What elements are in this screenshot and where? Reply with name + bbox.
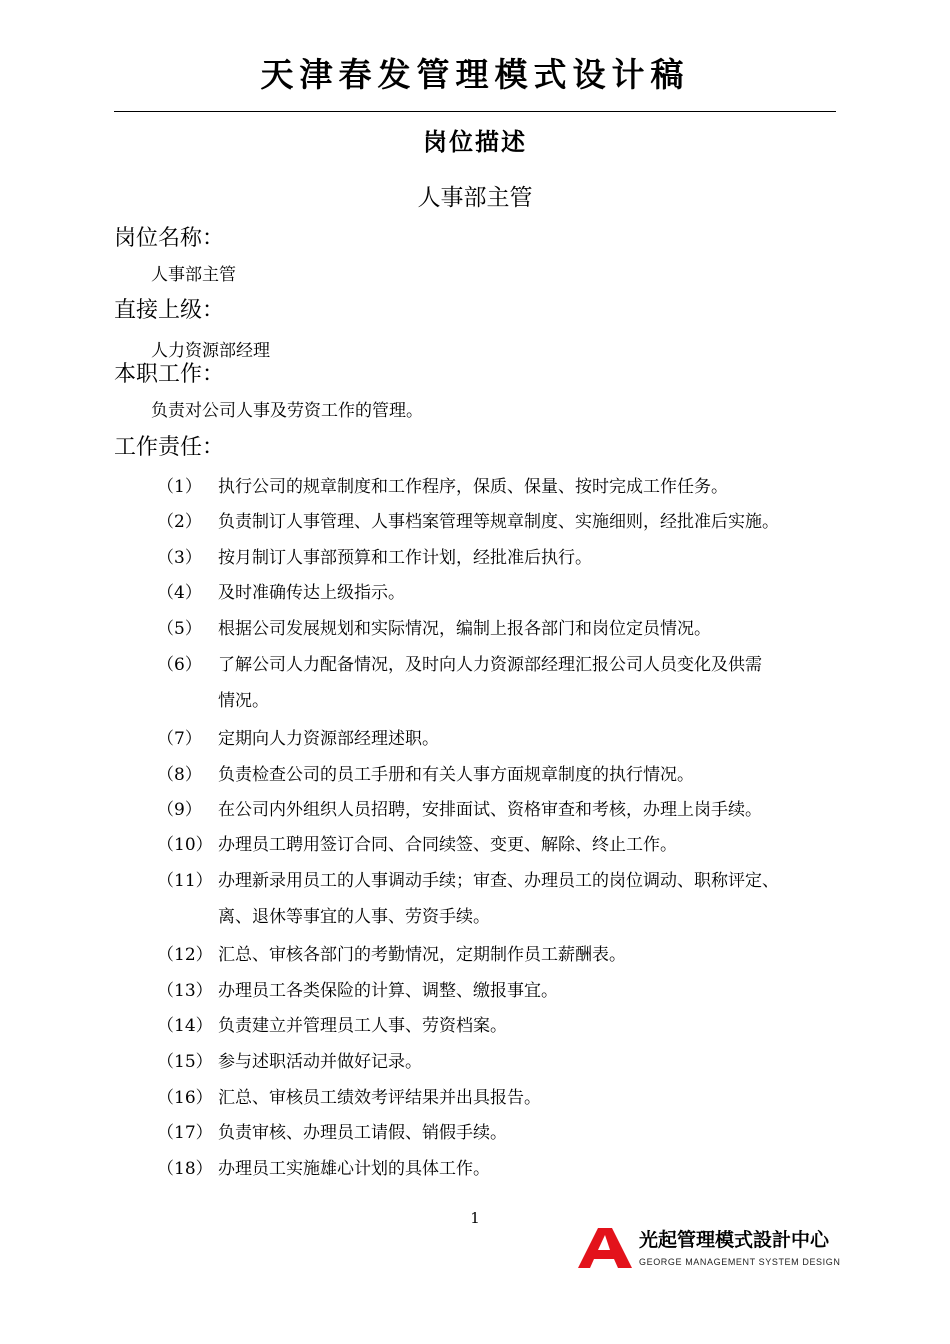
- position-name-label: 岗位名称：: [114, 226, 225, 251]
- duty-number: （17）: [157, 1123, 213, 1143]
- duty-number: （3）: [157, 548, 202, 568]
- page-number: 1: [470, 1209, 480, 1227]
- duty-number: （6）: [157, 655, 202, 675]
- duty-text: 按月制订人事部预算和工作计划，经批准后执行。: [218, 548, 592, 568]
- brand-subtitle: GEORGE MANAGEMENT SYSTEM DESIGN: [639, 1257, 841, 1267]
- duty-number: （8）: [157, 765, 202, 785]
- duty-number: （15）: [157, 1052, 213, 1072]
- duty-number: （1）: [157, 477, 202, 497]
- duty-number: （4）: [157, 583, 202, 603]
- duty-text: 参与述职活动并做好记录。: [218, 1052, 422, 1072]
- duty-text: 负责制订人事管理、人事档案管理等规章制度、实施细则，经批准后实施。: [218, 512, 779, 532]
- duty-number: （13）: [157, 981, 213, 1001]
- core-role-value: 负责对公司人事及劳资工作的管理。: [151, 401, 423, 421]
- duty-text: 负责检查公司的员工手册和有关人事方面规章制度的执行情况。: [218, 765, 694, 785]
- duty-text: 办理员工各类保险的计算、调整、缴报事宜。: [218, 981, 558, 1001]
- duty-number: （11）: [157, 871, 213, 891]
- brand-name: 光起管理模式設計中心: [639, 1229, 830, 1251]
- duty-number: （14）: [157, 1016, 213, 1036]
- duty-number: （2）: [157, 512, 202, 532]
- position-title: 人事部主管: [417, 185, 533, 211]
- duty-text: 定期向人力资源部经理述职。: [218, 729, 439, 749]
- duty-text: 办理新录用员工的人事调动手续；审查、办理员工的岗位调动、职称评定、: [218, 871, 779, 891]
- duty-text: 离、退休等事宜的人事、劳资手续。: [218, 907, 490, 927]
- direct-superior-value: 人力资源部经理: [151, 341, 270, 361]
- brand-footer: [576, 1226, 841, 1270]
- duty-text: 负责审核、办理员工请假、销假手续。: [218, 1123, 507, 1143]
- duty-text: 情况。: [218, 691, 269, 711]
- letter-a-logo-icon: [576, 1228, 632, 1268]
- duty-number: （18）: [157, 1159, 213, 1179]
- direct-superior-label: 直接上级：: [114, 298, 225, 323]
- duty-number: （5）: [157, 619, 202, 639]
- duty-number: （9）: [157, 800, 202, 820]
- duty-text: 办理员工实施雄心计划的具体工作。: [218, 1159, 490, 1179]
- header-divider: [114, 111, 836, 112]
- document-title: 天津春发管理模式设计稿: [260, 55, 690, 94]
- duty-text: 根据公司发展规划和实际情况，编制上报各部门和岗位定员情况。: [218, 619, 711, 639]
- duty-number: （12）: [157, 945, 213, 965]
- duty-text: 在公司内外组织人员招聘，安排面试、资格审查和考核，办理上岗手续。: [218, 800, 762, 820]
- duty-text: 及时准确传达上级指示。: [218, 583, 405, 603]
- duty-number: （10）: [157, 835, 213, 855]
- core-role-label: 本职工作：: [114, 362, 225, 387]
- duty-text: 执行公司的规章制度和工作程序，保质、保量、按时完成工作任务。: [218, 477, 728, 497]
- duty-text: 负责建立并管理员工人事、劳资档案。: [218, 1016, 507, 1036]
- duty-number: （16）: [157, 1088, 213, 1108]
- duty-text: 了解公司人力配备情况，及时向人力资源部经理汇报公司人员变化及供需: [218, 655, 762, 675]
- duty-number: （7）: [157, 729, 202, 749]
- duty-text: 汇总、审核各部门的考勤情况，定期制作员工薪酬表。: [218, 945, 626, 965]
- duties-label: 工作责任：: [114, 435, 225, 460]
- position-name-value: 人事部主管: [151, 265, 236, 285]
- duty-text: 汇总、审核员工绩效考评结果并出具报告。: [218, 1088, 541, 1108]
- duty-text: 办理员工聘用签订合同、合同续签、变更、解除、终止工作。: [218, 835, 677, 855]
- section-title: 岗位描述: [423, 128, 527, 156]
